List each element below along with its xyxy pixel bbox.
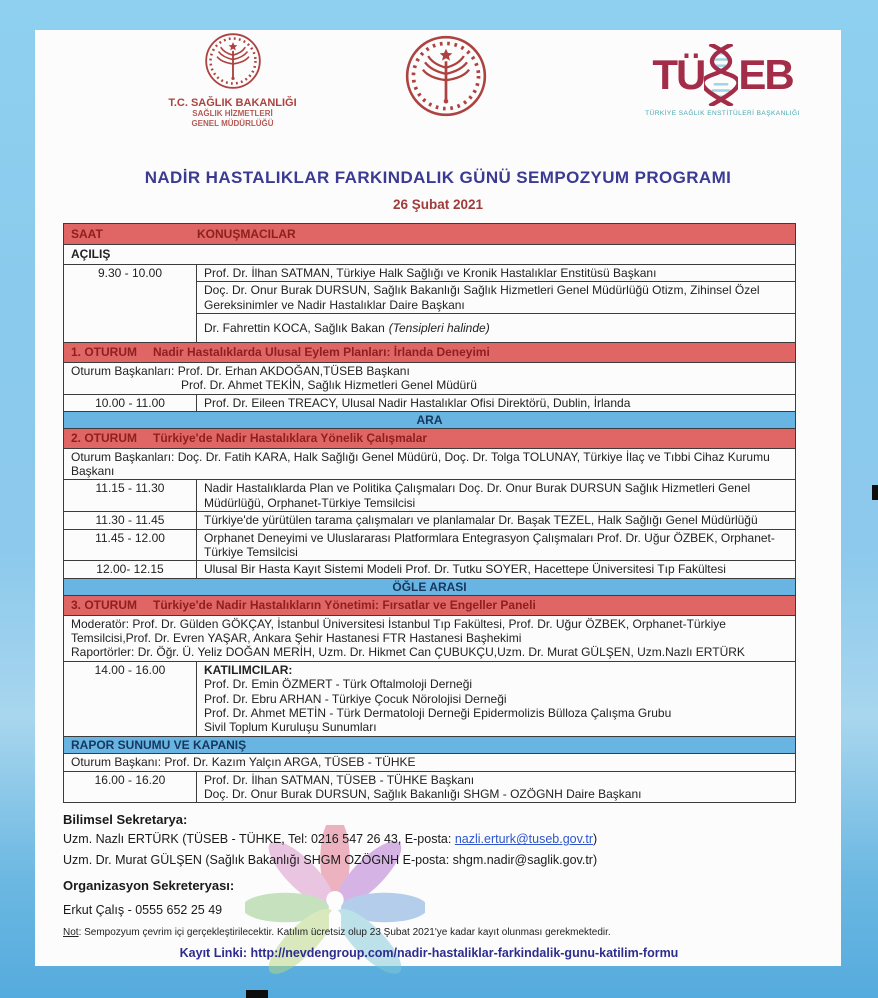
ministry-center-emblem-icon bbox=[404, 34, 488, 118]
ministry-logo-line3: GENEL MÜDÜRLÜĞÜ bbox=[191, 119, 274, 128]
talk-text: Orphanet Deneyimi ve Uluslararası Platformlara Entegrasyon Çalışmaları Prof. Dr. Uğur ÖZBEK, Orphanet-Türkiye Temsilcisi bbox=[197, 529, 796, 561]
organization-contact: Erkut Çalış - 0555 652 25 49 bbox=[63, 902, 223, 917]
session-2-talk-row-4 bbox=[64, 561, 796, 578]
session-1-bar bbox=[64, 343, 796, 362]
panel-item: Sivil Toplum Kuruluşu Sunumları bbox=[204, 720, 377, 735]
panel-item: Prof. Dr. Ebru ARHAN - Türkiye Çocuk Nörolojisi Derneği bbox=[204, 691, 507, 706]
acilis-row bbox=[64, 245, 796, 264]
closing-talk-row bbox=[64, 771, 796, 803]
closing-speaker-1: Prof. Dr. İlhan SATMAN, TÜSEB - TÜHKE Başkanı bbox=[204, 772, 475, 787]
ministry-logo bbox=[130, 32, 335, 129]
opening-time-cell: 9.30 - 10.00 bbox=[64, 264, 197, 343]
panel-heading: KATILIMCILAR: bbox=[204, 662, 293, 677]
column-header-speakers: KONUŞMACILAR bbox=[197, 227, 296, 241]
panel-item: Prof. Dr. Ahmet METİN - Türk Dermatoloji Derneği Epidermolizis Bülloza Çalışma Grubu bbox=[204, 705, 672, 720]
ministry-logo-line1: T.C. SAĞLIK BAKANLIĞI bbox=[168, 97, 297, 109]
program-poster bbox=[35, 30, 841, 966]
opening-speaker-3 bbox=[197, 313, 796, 342]
closing-bar-label: RAPOR SUNUMU VE KAPANIŞ bbox=[64, 736, 796, 753]
session-3-title: Türkiye'de Nadir Hastalıkların Yönetimi: Fırsatlar ve Engeller Paneli bbox=[153, 598, 536, 613]
session-1-speaker: Prof. Dr. Eileen TREACY, Ulusal Nadir Hastalıklar Ofisi Direktörü, Dublin, İrlanda bbox=[197, 394, 796, 411]
tuseb-logo-right-text: EB bbox=[738, 51, 793, 98]
scientific-secretariat-heading: Bilimsel Sekretarya: bbox=[63, 812, 188, 828]
scientific-secretariat-line1 bbox=[63, 831, 795, 847]
closing-speaker-2: Doç. Dr. Onur Burak DURSUN, Sağlık Bakanlığı SHGM - OZÖGNH Daire Başkanı bbox=[204, 786, 642, 801]
session-3-rapporteurs: Raportörler: Dr. Öğr. Ü. Yeliz DOĞAN MERİH, Uzm. Dr. Hikmet Can ÇUBUKÇU,Uzm. Dr. Murat GÜLŞEN, Uzm.Nazlı ERTÜRK bbox=[71, 645, 745, 660]
column-header-time: SAAT bbox=[71, 227, 103, 241]
talk-time: 11.30 - 11.45 bbox=[64, 512, 197, 529]
table-header-cell bbox=[64, 224, 796, 245]
ministry-center-emblem bbox=[403, 34, 489, 123]
scientific-secretariat-line2: Uzm. Dr. Murat GÜLŞEN (Sağlık Bakanlığı SHGM OZÖGNH E-posta: shgm.nadir@saglik.gov.tr) bbox=[63, 852, 598, 867]
panel-cell bbox=[197, 661, 796, 736]
talk-time: 12.00- 12.15 bbox=[64, 561, 197, 578]
break-2-label: ÖĞLE ARASI bbox=[64, 578, 796, 595]
session-1-title: Nadir Hastalıklarda Ulusal Eylem Planları: İrlanda Deneyimi bbox=[153, 345, 490, 360]
talk-text: Türkiye'de yürütülen tarama çalışmaları ve planlamalar Dr. Başak TEZEL, Halk Sağlığı Genel Müdürlüğü bbox=[197, 512, 796, 529]
session-3-panel-row bbox=[64, 661, 796, 736]
session-3-moderators: Moderatör: Prof. Dr. Gülden GÖKÇAY, İstanbul Üniversitesi İstanbul Tıp Fakültesi, Prof. Dr. Uğur ÖZBEK, Orphanet-Türkiye Temsilcisi,Prof. Dr. Evren YAŞAR, Ankara Şehir Hastanesi FTR Hastanesi Başhekimi bbox=[71, 616, 726, 645]
talk-text: Ulusal Bir Hasta Kayıt Sistemi Modeli Prof. Dr. Tutku SOYER, Hacettepe Üniversitesi Tıp Fakültesi bbox=[197, 561, 796, 578]
closing-chair: Oturum Başkanı: Prof. Dr. Kazım Yalçın ARGA, TÜSEB - TÜHKE bbox=[64, 754, 796, 771]
session-3-moderators-row bbox=[64, 615, 796, 661]
registration-link[interactable]: Kayıt Linki: http://nevdengroup.com/nadir-hastaliklar-farkindalik-gunu-katilim-formu bbox=[179, 946, 679, 961]
session-1-chairs-row bbox=[64, 362, 796, 394]
program-table bbox=[63, 223, 796, 803]
break-1-label: ARA bbox=[64, 411, 796, 428]
break-bar-ogle-arasi bbox=[64, 578, 796, 595]
session-2-talk-row-2 bbox=[64, 512, 796, 529]
footer bbox=[63, 812, 795, 960]
session-2-label: 2. OTURUM bbox=[71, 431, 137, 446]
opening-row-1 bbox=[64, 264, 796, 281]
tuseb-dna-icon bbox=[704, 44, 738, 106]
note-label: Not bbox=[63, 927, 79, 939]
closing-time: 16.00 - 16.20 bbox=[64, 771, 197, 803]
secretariat-1-text: Uzm. Nazlı ERTÜRK (TÜSEB - TÜHKE, Tel: 0216 547 26 43, E-posta: bbox=[63, 832, 455, 847]
session-1-time: 10.00 - 11.00 bbox=[64, 394, 197, 411]
talk-text: Nadir Hastalıklarda Plan ve Politika Çalışmaları Doç. Dr. Onur Burak DURSUN Sağlık Hizmetleri Genel Müdürlüğü, Orphanet-Türkiye Temsilcisi bbox=[197, 480, 796, 512]
logos-row bbox=[35, 30, 841, 160]
session-1-chairs-line1: Oturum Başkanları: Prof. Dr. Erhan AKDOĞAN,TÜSEB Başkanı bbox=[71, 363, 410, 378]
ministry-emblem-icon bbox=[204, 32, 262, 90]
session-3-bar bbox=[64, 596, 796, 615]
closing-speakers bbox=[197, 771, 796, 803]
ministry-logo-line2: SAĞLIK HİZMETLERİ bbox=[192, 109, 273, 118]
panel-item: Prof. Dr. Emin ÖZMERT - Türk Oftalmoloji Derneği bbox=[204, 677, 473, 692]
session-3-label: 3. OTURUM bbox=[71, 598, 137, 613]
opening-speaker-3-note: (Tensipleri halinde) bbox=[388, 320, 490, 335]
panel-time: 14.00 - 16.00 bbox=[64, 661, 197, 736]
organization-secretariat-heading: Organizasyon Sekreteryası: bbox=[63, 877, 235, 893]
page-title: NADİR HASTALIKLAR FARKINDALIK GÜNÜ SEMPOZYUM PROGRAMI bbox=[144, 168, 732, 187]
closing-chair-row bbox=[64, 754, 796, 771]
session-2-bar bbox=[64, 429, 796, 448]
bottom-edge-artifact bbox=[246, 990, 268, 998]
event-date: 26 Şubat 2021 bbox=[392, 197, 484, 212]
opening-speaker-3-text: Dr. Fahrettin KOCA, Sağlık Bakan bbox=[204, 320, 385, 335]
talk-time: 11.15 - 11.30 bbox=[64, 480, 197, 512]
secretariat-1-close: ) bbox=[593, 832, 598, 847]
acilis-cell: AÇILIŞ bbox=[64, 245, 796, 264]
note-line bbox=[63, 927, 795, 938]
right-edge-artifact bbox=[872, 485, 878, 500]
session-1-chairs-line2: Prof. Dr. Ahmet TEKİN, Sağlık Hizmetleri Genel Müdürü bbox=[181, 378, 477, 393]
tuseb-logo-left-text: TÜ bbox=[652, 51, 705, 98]
tuseb-logo bbox=[615, 44, 830, 117]
opening-speaker-1: Prof. Dr. İlhan SATMAN, Türkiye Halk Sağlığı ve Kronik Hastalıklar Enstitüsü Başkanı bbox=[197, 264, 796, 281]
session-2-talk-row-3 bbox=[64, 529, 796, 561]
closing-bar bbox=[64, 736, 796, 753]
break-bar-ara bbox=[64, 411, 796, 428]
session-2-chairs-row bbox=[64, 448, 796, 480]
tuseb-logo-subtitle: TÜRKİYE SAĞLIK ENSTİTÜLERİ BAŞKANLIĞI bbox=[645, 110, 800, 117]
note-text: : Sempozyum çevrim içi gerçekleştirilecektir. Katılım ücretsiz olup 23 Şubat 2021'ye kadar kayıt olunması gerekmektedir. bbox=[78, 927, 611, 939]
table-header-row bbox=[64, 224, 796, 245]
talk-time: 11.45 - 12.00 bbox=[64, 529, 197, 561]
session-2-chairs: Oturum Başkanları: Doç. Dr. Fatih KARA, Halk Sağlığı Genel Müdürü, Doç. Dr. Tolga TOLUNAY, Türkiye İlaç ve Tıbbi Cihaz Kurumu Başkanı bbox=[64, 448, 796, 480]
email-link[interactable]: nazli.erturk@tuseb.gov.tr bbox=[454, 832, 594, 847]
session-2-title: Türkiye'de Nadir Hastalıklara Yönelik Çalışmalar bbox=[153, 431, 428, 446]
session-1-talk-row bbox=[64, 394, 796, 411]
session-2-talk-row-1 bbox=[64, 480, 796, 512]
session-1-label: 1. OTURUM bbox=[71, 345, 137, 360]
opening-speaker-2: Doç. Dr. Onur Burak DURSUN, Sağlık Bakanlığı Sağlık Hizmetleri Genel Müdürlüğü Otizm, Zihinsel Özel Gereksinimler ve Nadir Hastalıklar Daire Başkanı bbox=[197, 282, 796, 314]
